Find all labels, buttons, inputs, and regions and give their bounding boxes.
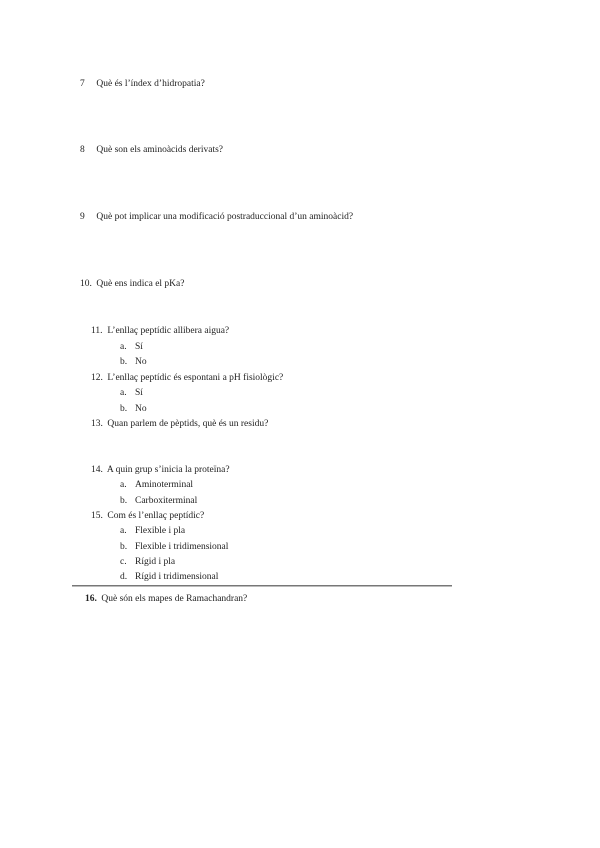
question-number: 11. [91,326,103,336]
question-text: Quan parlem de pèptids, què és un residu? [107,419,269,429]
question-text: L’enllaç peptídic allibera aigua? [107,326,230,336]
question-text: A quin grup s’inicia la proteïna? [106,465,230,475]
question-number: 8 [80,145,85,155]
question-11 [91,326,229,336]
option-letter: b. [120,357,128,367]
option-letter: a. [120,388,127,398]
question-number: 13. [91,419,103,429]
option-letter: a. [120,480,127,490]
question-text: Què és l’índex d’hidropatia? [96,79,205,89]
question-12 [91,373,283,383]
option-text: No [135,404,147,414]
question-13 [91,419,268,429]
option-letter: a. [120,342,127,352]
option-letter: c. [120,557,127,567]
question-text: L’enllaç peptídic és espontani a pH fisiològic? [107,373,284,383]
option-text: Rígid i tridimensional [135,572,219,582]
question-7 [80,79,205,89]
question-text: Què pot implicar una modificació postraduccional d’un aminoàcid? [96,212,354,222]
question-10 [80,279,184,289]
option-text: No [135,357,147,367]
option-text: Aminoterminal [135,480,194,490]
option-letter: d. [120,572,128,582]
option-text: Carboxiterminal [135,496,198,506]
question-text: Què ens indica el pKa? [96,279,185,289]
question-number: 15. [91,511,103,521]
question-8 [80,145,223,155]
question-text: Què són els mapes de Ramachandran? [101,594,248,604]
question-number: 9 [80,212,85,222]
option-text: Sí [135,342,143,352]
horizontal-divider [72,585,452,587]
option-text: Flexible i tridimensional [135,542,229,552]
option-letter: b. [120,496,128,506]
option-text: Rígid i pla [135,557,176,567]
option-text: Flexible i pla [135,526,186,536]
option-letter: b. [120,542,128,552]
question-15 [91,511,204,521]
question-number: 10. [80,279,92,289]
question-16 [85,594,247,604]
question-number: 12. [91,373,103,383]
question-14 [91,465,230,475]
question-text: Com és l’enllaç peptídic? [107,511,205,521]
question-number: 7 [80,79,85,89]
question-number: 14. [91,465,103,475]
question-text: Què son els aminoàcids derivats? [96,145,224,155]
option-letter: b. [120,404,128,414]
option-text: Sí [135,388,143,398]
question-number: 16. [85,594,97,604]
question-9 [80,212,353,222]
option-letter: a. [120,526,127,536]
